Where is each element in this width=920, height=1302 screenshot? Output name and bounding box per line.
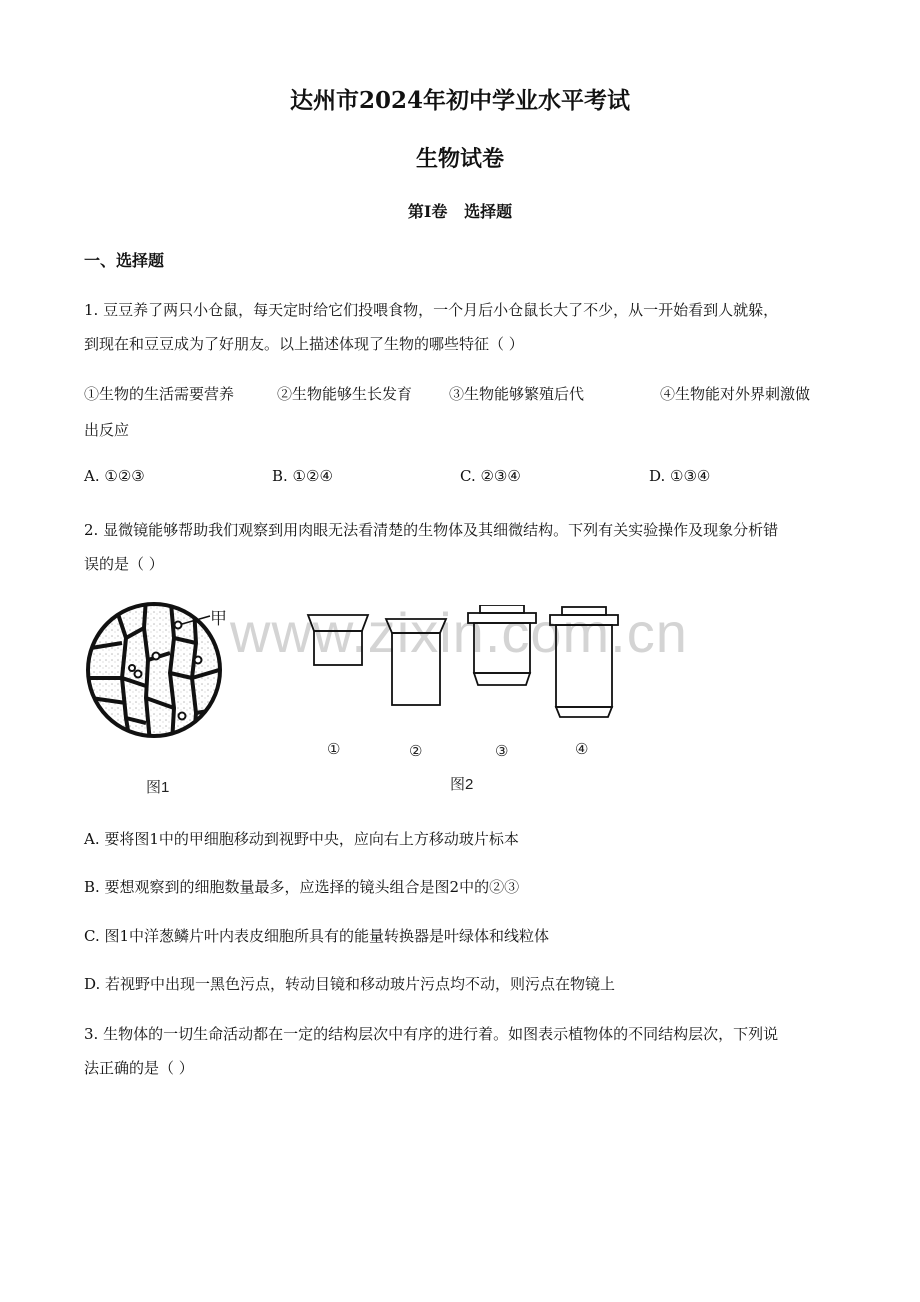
q3-stem-line2: 法正确的是（ ）: [84, 1059, 194, 1077]
q1-item-3: ③生物能够繁殖后代: [449, 385, 585, 403]
lens-label-3: ③: [495, 743, 509, 760]
q1-option-a: A. ①②③: [84, 467, 145, 485]
q1-stem-line2: 到现在和豆豆成为了好朋友。以上描述体现了生物的哪些特征（ ）: [84, 335, 524, 353]
q1-item-4: ④生物能对外界刺激做: [660, 385, 811, 403]
exam-title: 达州市2024年初中学业水平考试: [289, 87, 630, 114]
section-title: 一、选择题: [84, 251, 165, 270]
lens-label-4: ④: [575, 741, 589, 758]
fig2-lenses: [300, 605, 630, 725]
q2-option-c: C. 图1中洋葱鳞片叶内表皮细胞所具有的能量转换器是叶绿体和线粒体: [84, 927, 550, 945]
q1-option-b: B. ①②④: [272, 467, 333, 485]
q3-stem-line1: 3. 生物体的一切生命活动都在一定的结构层次中有序的进行着。如图表示植物体的不同结构层次，下列说: [84, 1025, 779, 1043]
q1-item-1: ①生物的生活需要营养: [84, 385, 235, 403]
fig1-caption: 图1: [146, 779, 170, 796]
q2-stem-line2: 误的是（ ）: [84, 555, 164, 573]
exam-part: 第I卷 选择题: [407, 202, 513, 221]
fig2-caption: 图2: [450, 776, 474, 793]
q1-option-d: D. ①③④: [649, 467, 711, 485]
lens-label-1: ①: [327, 741, 341, 758]
watermark: www.zixin.com.cn: [230, 601, 688, 664]
cell-label: 甲: [210, 609, 227, 628]
q2-option-b: B. 要想观察到的细胞数量最多，应选择的镜头组合是图2中的②③: [84, 878, 520, 896]
q1-item-4-cont: 出反应: [84, 421, 130, 439]
q1-option-c: C. ②③④: [460, 467, 521, 485]
lens-2-eyepiece-long: [386, 619, 446, 705]
lens-label-2: ②: [409, 743, 423, 760]
q2-option-d: D. 若视野中出现一黑色污点，转动目镜和移动玻片污点均不动，则污点在物镜上: [84, 975, 616, 993]
q1-stem-line1: 1. 豆豆养了两只小仓鼠，每天定时给它们投喂食物，一个月后小仓鼠长大了不少，从一开始看到人就躲，: [84, 301, 779, 319]
q1-item-2: ②生物能够生长发育: [277, 385, 413, 403]
q2-option-a: A. 要将图1中的甲细胞移动到视野中央，应向右上方移动玻片标本: [84, 830, 519, 848]
lens-1-eyepiece-short: [308, 615, 368, 665]
q2-stem-line1: 2. 显微镜能够帮助我们观察到用肉眼无法看清楚的生物体及其细微结构。下列有关实验操作及现象分析错: [84, 521, 779, 539]
lens-4-objective-long: [550, 607, 618, 717]
lens-3-objective-short: [468, 605, 536, 685]
exam-subject: 生物试卷: [415, 146, 504, 172]
